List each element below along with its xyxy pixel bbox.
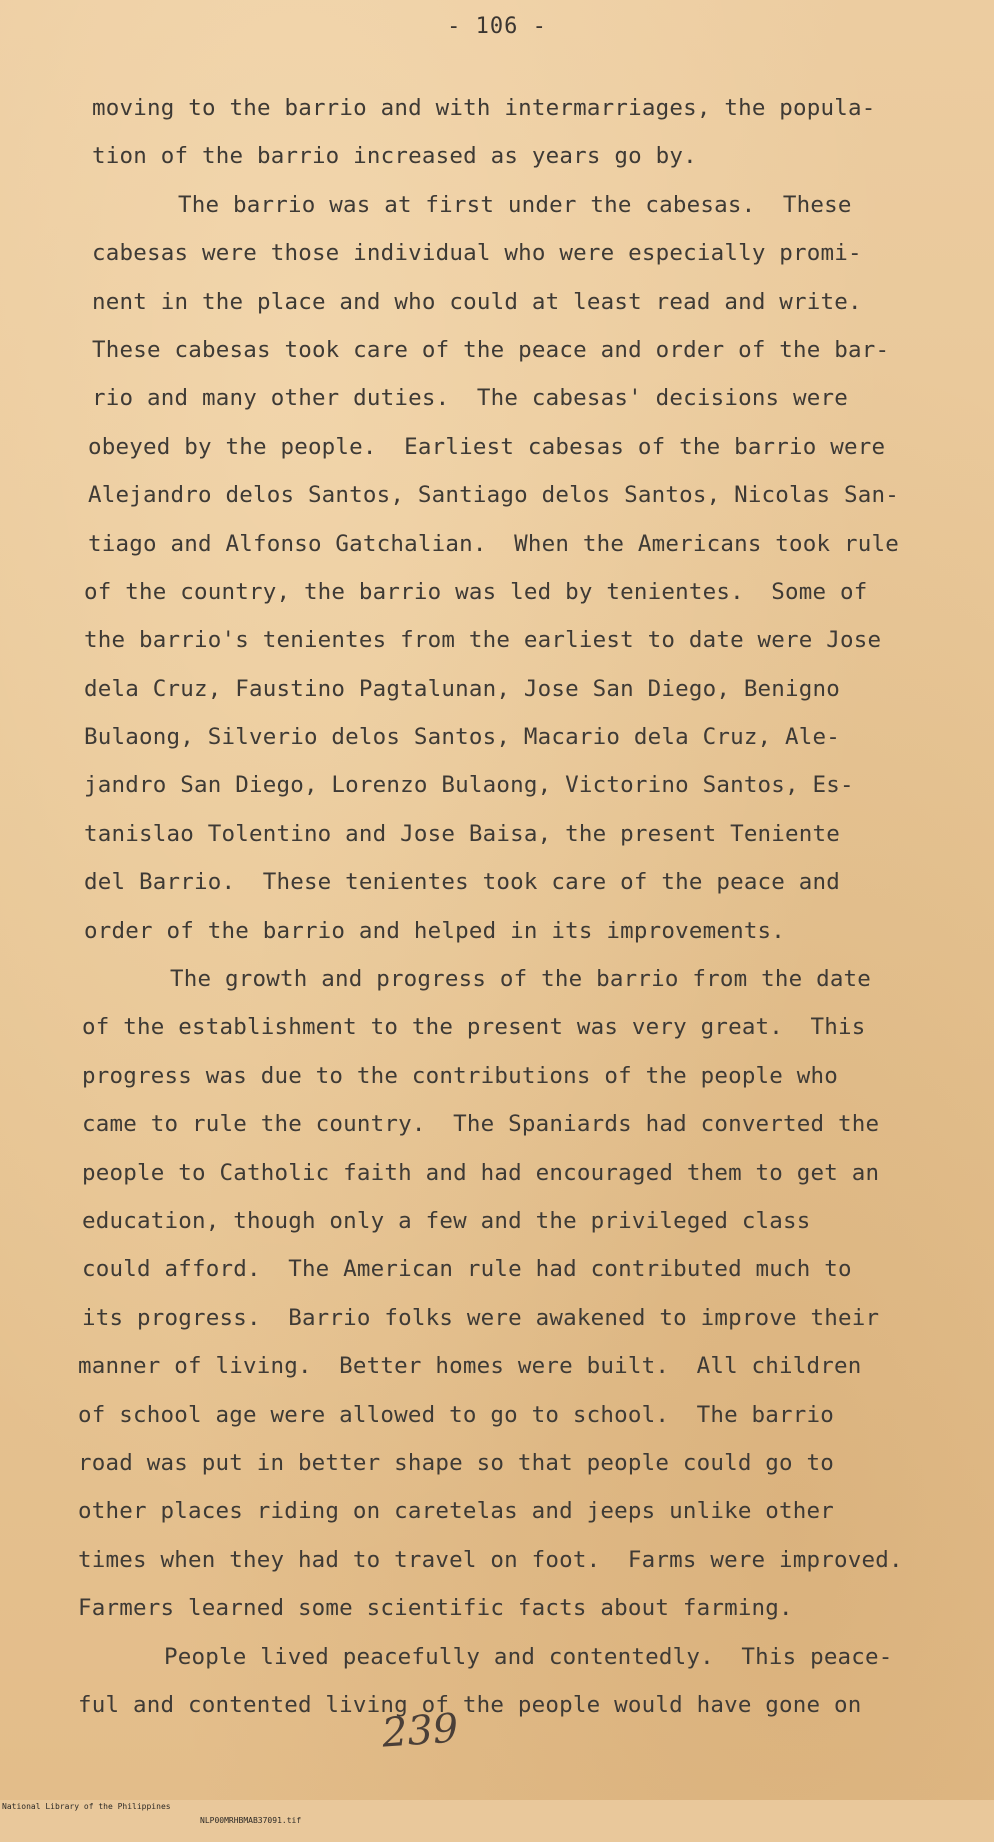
paragraph-start-line: The barrio was at first under the cabesas. These xyxy=(178,191,852,218)
text-line: Bulaong, Silverio delos Santos, Macario dela Cruz, Ale- xyxy=(84,724,841,751)
text-line: nent in the place and who could at least read and write. xyxy=(92,288,862,315)
text-line: of the establishment to the present was very great. This xyxy=(82,1014,866,1041)
text-line: could afford. The American rule had contributed much to xyxy=(82,1256,852,1283)
text-line: jandro San Diego, Lorenzo Bulaong, Victorino Santos, Es- xyxy=(84,772,854,799)
text-line: These cabesas took care of the peace and order of the bar- xyxy=(92,336,890,363)
footer-file-name: NLP00MRHBMAB37091.tif xyxy=(200,1816,302,1825)
text-line: dela Cruz, Faustino Pagtalunan, Jose San Diego, Benigno xyxy=(84,675,841,702)
text-line: people to Catholic faith and had encouraged them to get an xyxy=(82,1159,880,1186)
text-line: education, though only a few and the privileged class xyxy=(82,1207,811,1234)
page-number: - 106 - xyxy=(447,14,547,39)
text-line: order of the barrio and helped in its improvements. xyxy=(84,917,786,944)
footer-library-name: National Library of the Philippines xyxy=(2,1802,171,1811)
scan-footer xyxy=(0,1786,994,1825)
text-line: Alejandro delos Santos, Santiago delos Santos, Nicolas San- xyxy=(88,482,900,509)
text-line: came to rule the country. The Spaniards had converted the xyxy=(82,1111,880,1138)
text-line: the barrio's tenientes from the earliest to date were Jose xyxy=(84,627,882,654)
text-line: road was put in better shape so that people could go to xyxy=(78,1449,835,1476)
text-line: its progress. Barrio folks were awakened to improve their xyxy=(82,1304,880,1331)
text-line: tiago and Alfonso Gatchalian. When the Americans took rule xyxy=(88,530,900,557)
text-line: of school age were allowed to go to school. The barrio xyxy=(78,1401,835,1428)
text-line: Farmers learned some scientific facts about farming. xyxy=(78,1595,793,1622)
text-line: moving to the barrio and with intermarriages, the popula- xyxy=(92,95,876,121)
text-line: tanislao Tolentino and Jose Baisa, the present Teniente xyxy=(84,820,841,847)
text-line: times when they had to travel on foot. Farms were improved. xyxy=(78,1546,903,1573)
text-line: progress was due to the contributions of the people who xyxy=(82,1062,839,1089)
text-line: del Barrio. These tenientes took care of the peace and xyxy=(84,869,841,896)
text-line: ful and contented living of the people would have gone on xyxy=(78,1691,862,1718)
body-text xyxy=(78,84,962,1729)
text-line: manner of living. Better homes were built. All children xyxy=(78,1353,862,1380)
text-line: other places riding on caretelas and jeeps unlike other xyxy=(78,1498,835,1525)
text-line: of the country, the barrio was led by tenientes. Some of xyxy=(84,578,868,605)
text-line: cabesas were those individual who were especially promi- xyxy=(92,240,862,267)
text-line: tion of the barrio increased as years go by. xyxy=(92,143,697,170)
paragraph-start-line: People lived peacefully and contentedly. This peace- xyxy=(164,1643,893,1670)
text-line: obeyed by the people. Earliest cabesas of the barrio were xyxy=(88,433,886,460)
paragraph-start-line: The growth and progress of the barrio from the date xyxy=(170,966,872,993)
text-line: rio and many other duties. The cabesas' decisions were xyxy=(92,385,849,412)
handwritten-folio-number: 239 xyxy=(380,1705,460,1757)
